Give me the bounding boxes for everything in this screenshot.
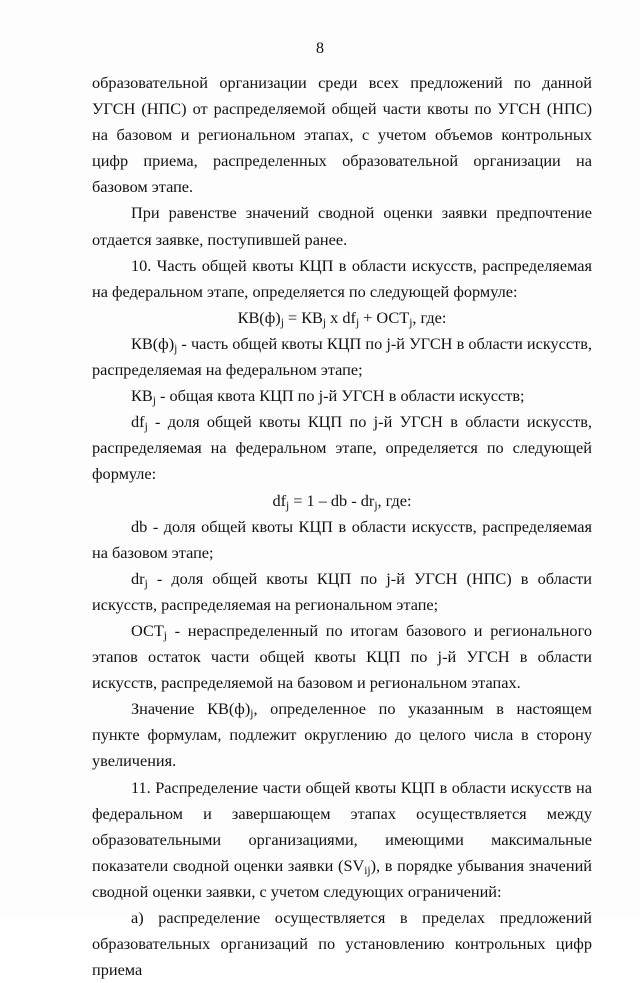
formula: $df_j = 1$ – db - $dr_j$, где: [272,490,412,512]
paragraph: При равенстве значений сводной оценки заявки предпочтение отдается заявке, поступившей ранее. [92,203,592,249]
page-number: 8 [316,40,324,57]
paragraph: $ОСТ_j$ - нераспределенный по итогам базового и регионального этапов остаток части общей квоты КЦП по j-й УГСН в области искусств, распределяемой на базовом и региональном этапах. [92,620,592,693]
paragraph: $df_j$ - доля общей квоты КЦП по j-й УГСН в области искусств, распределяемая на федеральном этапе, определяется по следующей формуле: [92,412,592,484]
paragraph: Значение $КВ(ф)_j$, определенное по указанным в настоящем пункте формулам, подлежит округлению до целого числа в сторону увеличения. [92,699,592,771]
paragraph: образовательной организации среди всех предложений по данной УГСН (НПС) от распределяемой общей части квоты по УГСН (НПС) на базовом и региональном этапах, с учетом объемов контрольных цифр приема, распределенных образовательной организации на базовом этапе. [92,73,592,197]
paragraph: $КВ_j$ - общая квота КЦП по j-й УГСН в области искусств; [131,386,525,407]
paragraph: $КВ(ф)_j$ - часть общей квоты КЦП по j-й УГСН в области искусств, распределяемая на федеральном этапе; [92,333,592,380]
paragraph: db - доля общей квоты КЦП в области искусств, распределяемая на базовом этапе; [92,516,592,562]
paragraph: $dr_j$ - доля общей квоты КЦП по j-й УГСН (НПС) в области искусств, распределяемая на региональном этапе; [92,568,592,614]
formula: $КВ(ф)_j = КВ_j$ x $df_j + ОСТ_j$, где: [237,307,447,329]
paragraph: а) распределение осуществляется в пределах предложений образовательных организаций по установлению контрольных цифр приема [92,908,592,980]
paragraph: 10. Часть общей квоты КЦП в области искусств, распределяемая на федеральном этапе, определяется по следующей формуле: [92,255,592,301]
paragraph: 11. Распределение части общей квоты КЦП в области искусств на федеральном и завершающем этапах осуществляется между образовательными организациями, имеющими максимальные показатели сводной оценки заявки $(SV_{ij})$, в порядке убывания значений сводной оценки заявки, с учетом следующих ограничений: [92,777,592,901]
document-body [92,70,592,983]
